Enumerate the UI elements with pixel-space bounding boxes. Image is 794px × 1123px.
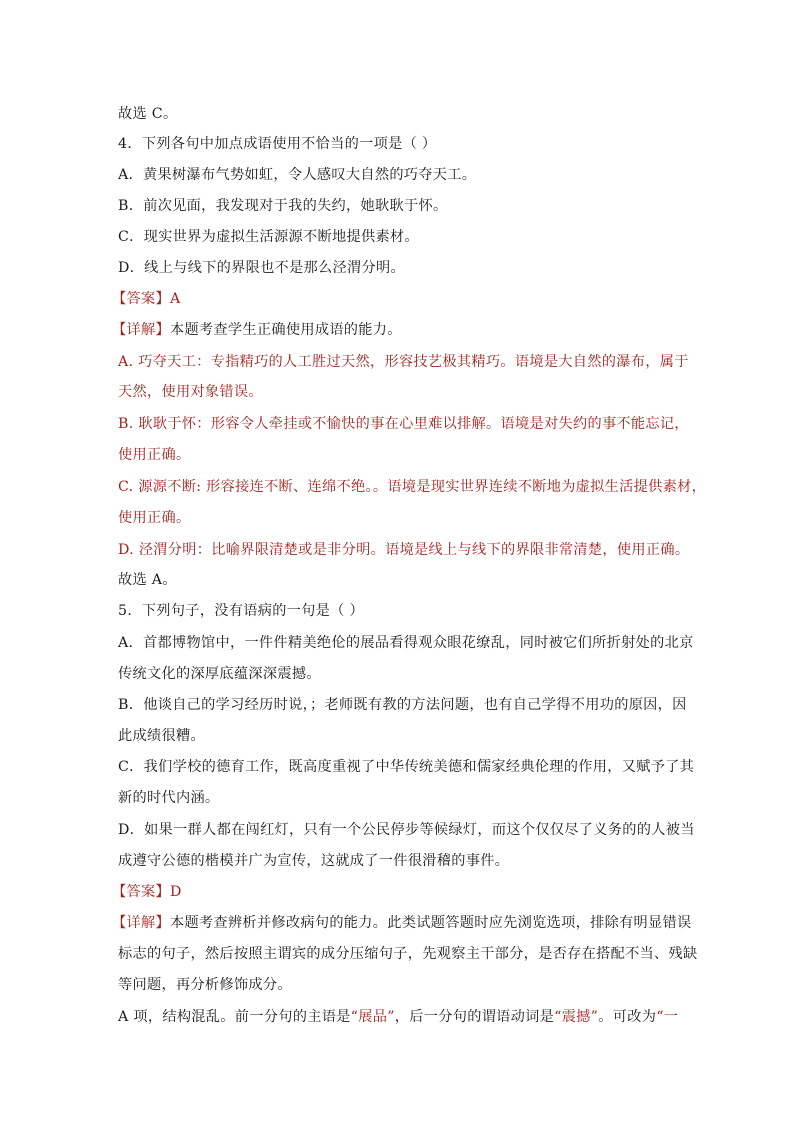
explanation-tag-2: 【详解】 <box>112 915 170 931</box>
item-a-part2: ，后一分句的谓语动词是 <box>394 1009 555 1025</box>
question-5-option-a-line2: 传统文化的深厚底蕴深深震撼。 <box>118 666 321 682</box>
explanation-a-line1: A. 巧夺天工：专指精巧的人工胜过天然，形容技艺极其精巧。语境是大自然的瀑布，属于 <box>118 354 689 370</box>
explanation-2-line2: 标志的句子，然后按照主谓宾的成分压缩句子，先观察主干部分，是否存在搭配不当、残缺 <box>118 946 698 962</box>
question-5-stem: 5．下列句子，没有语病的一句是（ ） <box>118 603 364 619</box>
question-5-option-b-line2: 此成绩很糟。 <box>118 728 205 744</box>
explanation-2-item-a <box>118 1007 678 1027</box>
question-4-option-a: A．黄果树瀑布气势如虹，令人感叹大自然的巧夺天工。 <box>118 167 477 183</box>
explanation-b-line2: 使用正确。 <box>118 447 191 463</box>
answer-tag: 【答案】 <box>112 291 170 307</box>
question-5-option-d-line2: 成遵守公德的楷模并广为宣传，这就成了一件很滑稽的事件。 <box>118 853 510 869</box>
explanation-intro-2: 本题考查辨析并修改病句的能力。此类试题答题时应先浏览选项，排除有明显错误 <box>169 915 692 931</box>
item-a-part3: 。可改为 <box>598 1009 657 1025</box>
item-a-subject: “展品” <box>350 1009 395 1025</box>
explanation-header-2 <box>112 913 692 933</box>
answer-value: A <box>169 291 181 307</box>
conclusion-line-2: 故选 A。 <box>118 572 177 588</box>
explanation-c-line2: 使用正确。 <box>118 510 191 526</box>
explanation-intro: 本题考查学生正确使用成语的能力。 <box>169 322 402 338</box>
explanation-c-line1: C. 源源不断: 形容接连不断、连绵不绝。。语境是现实世界连续不断地为虚拟生活提供素材， <box>118 479 707 495</box>
answer-line-2 <box>112 882 182 902</box>
item-a-part1: A 项，结构混乱。前一分句的主语是 <box>118 1009 351 1025</box>
question-5-option-c-line1: C．我们学校的德育工作，既高度重视了中华传统美德和儒家经典伦理的作用，又赋予了其 <box>118 759 695 775</box>
explanation-tag: 【详解】 <box>112 322 170 338</box>
explanation-a-line2: 天然，使用对象错误。 <box>118 384 263 400</box>
answer-tag-2: 【答案】 <box>112 884 170 900</box>
question-4-option-c: C．现实世界为虚拟生活源源不断地提供素材。 <box>118 229 419 245</box>
question-5-option-c-line2: 新的时代内涵。 <box>118 790 220 806</box>
explanation-b-line1: B. 耿耿于怀：形容令人牵挂或不愉快的事在心里难以排解。语境是对失约的事不能忘记， <box>118 416 689 432</box>
question-5-option-b-line1: B．他谈自己的学习经历时说，；老师既有教的方法问题，也有自己学得不用功的原因，因 <box>118 697 687 713</box>
answer-value-2: D <box>169 884 182 900</box>
item-a-verb: “震撼” <box>554 1009 599 1025</box>
question-4-stem: 4．下列各句中加点成语使用不恰当的一项是（ ） <box>118 136 437 152</box>
answer-line <box>112 289 181 309</box>
conclusion-line: 故选 C。 <box>118 106 178 122</box>
explanation-2-line3: 等问题，再分析修饰成分。 <box>118 977 292 993</box>
question-4-option-b: B．前次见面，我发现对于我的失约，她耿耿于怀。 <box>118 198 448 214</box>
question-5-option-a-line1: A．首都博物馆中，一件件精美绝伦的展品看得观众眼花缭乱，同时被它们所折射处的北京 <box>118 635 694 651</box>
question-4-option-d: D．线上与线下的界限也不是那么泾渭分明。 <box>118 260 405 276</box>
explanation-header <box>112 320 402 340</box>
explanation-d-line1: D. 泾渭分明：比喻界限清楚或是非分明。语境是线上与线下的界限非常清楚，使用正确。 <box>118 542 690 558</box>
item-a-fix: “一 <box>656 1009 679 1025</box>
question-5-option-d-line1: D．如果一群人都在闯红灯，只有一个公民停步等候绿灯，而这个仅仅尽了义务的的人被当 <box>118 822 695 838</box>
